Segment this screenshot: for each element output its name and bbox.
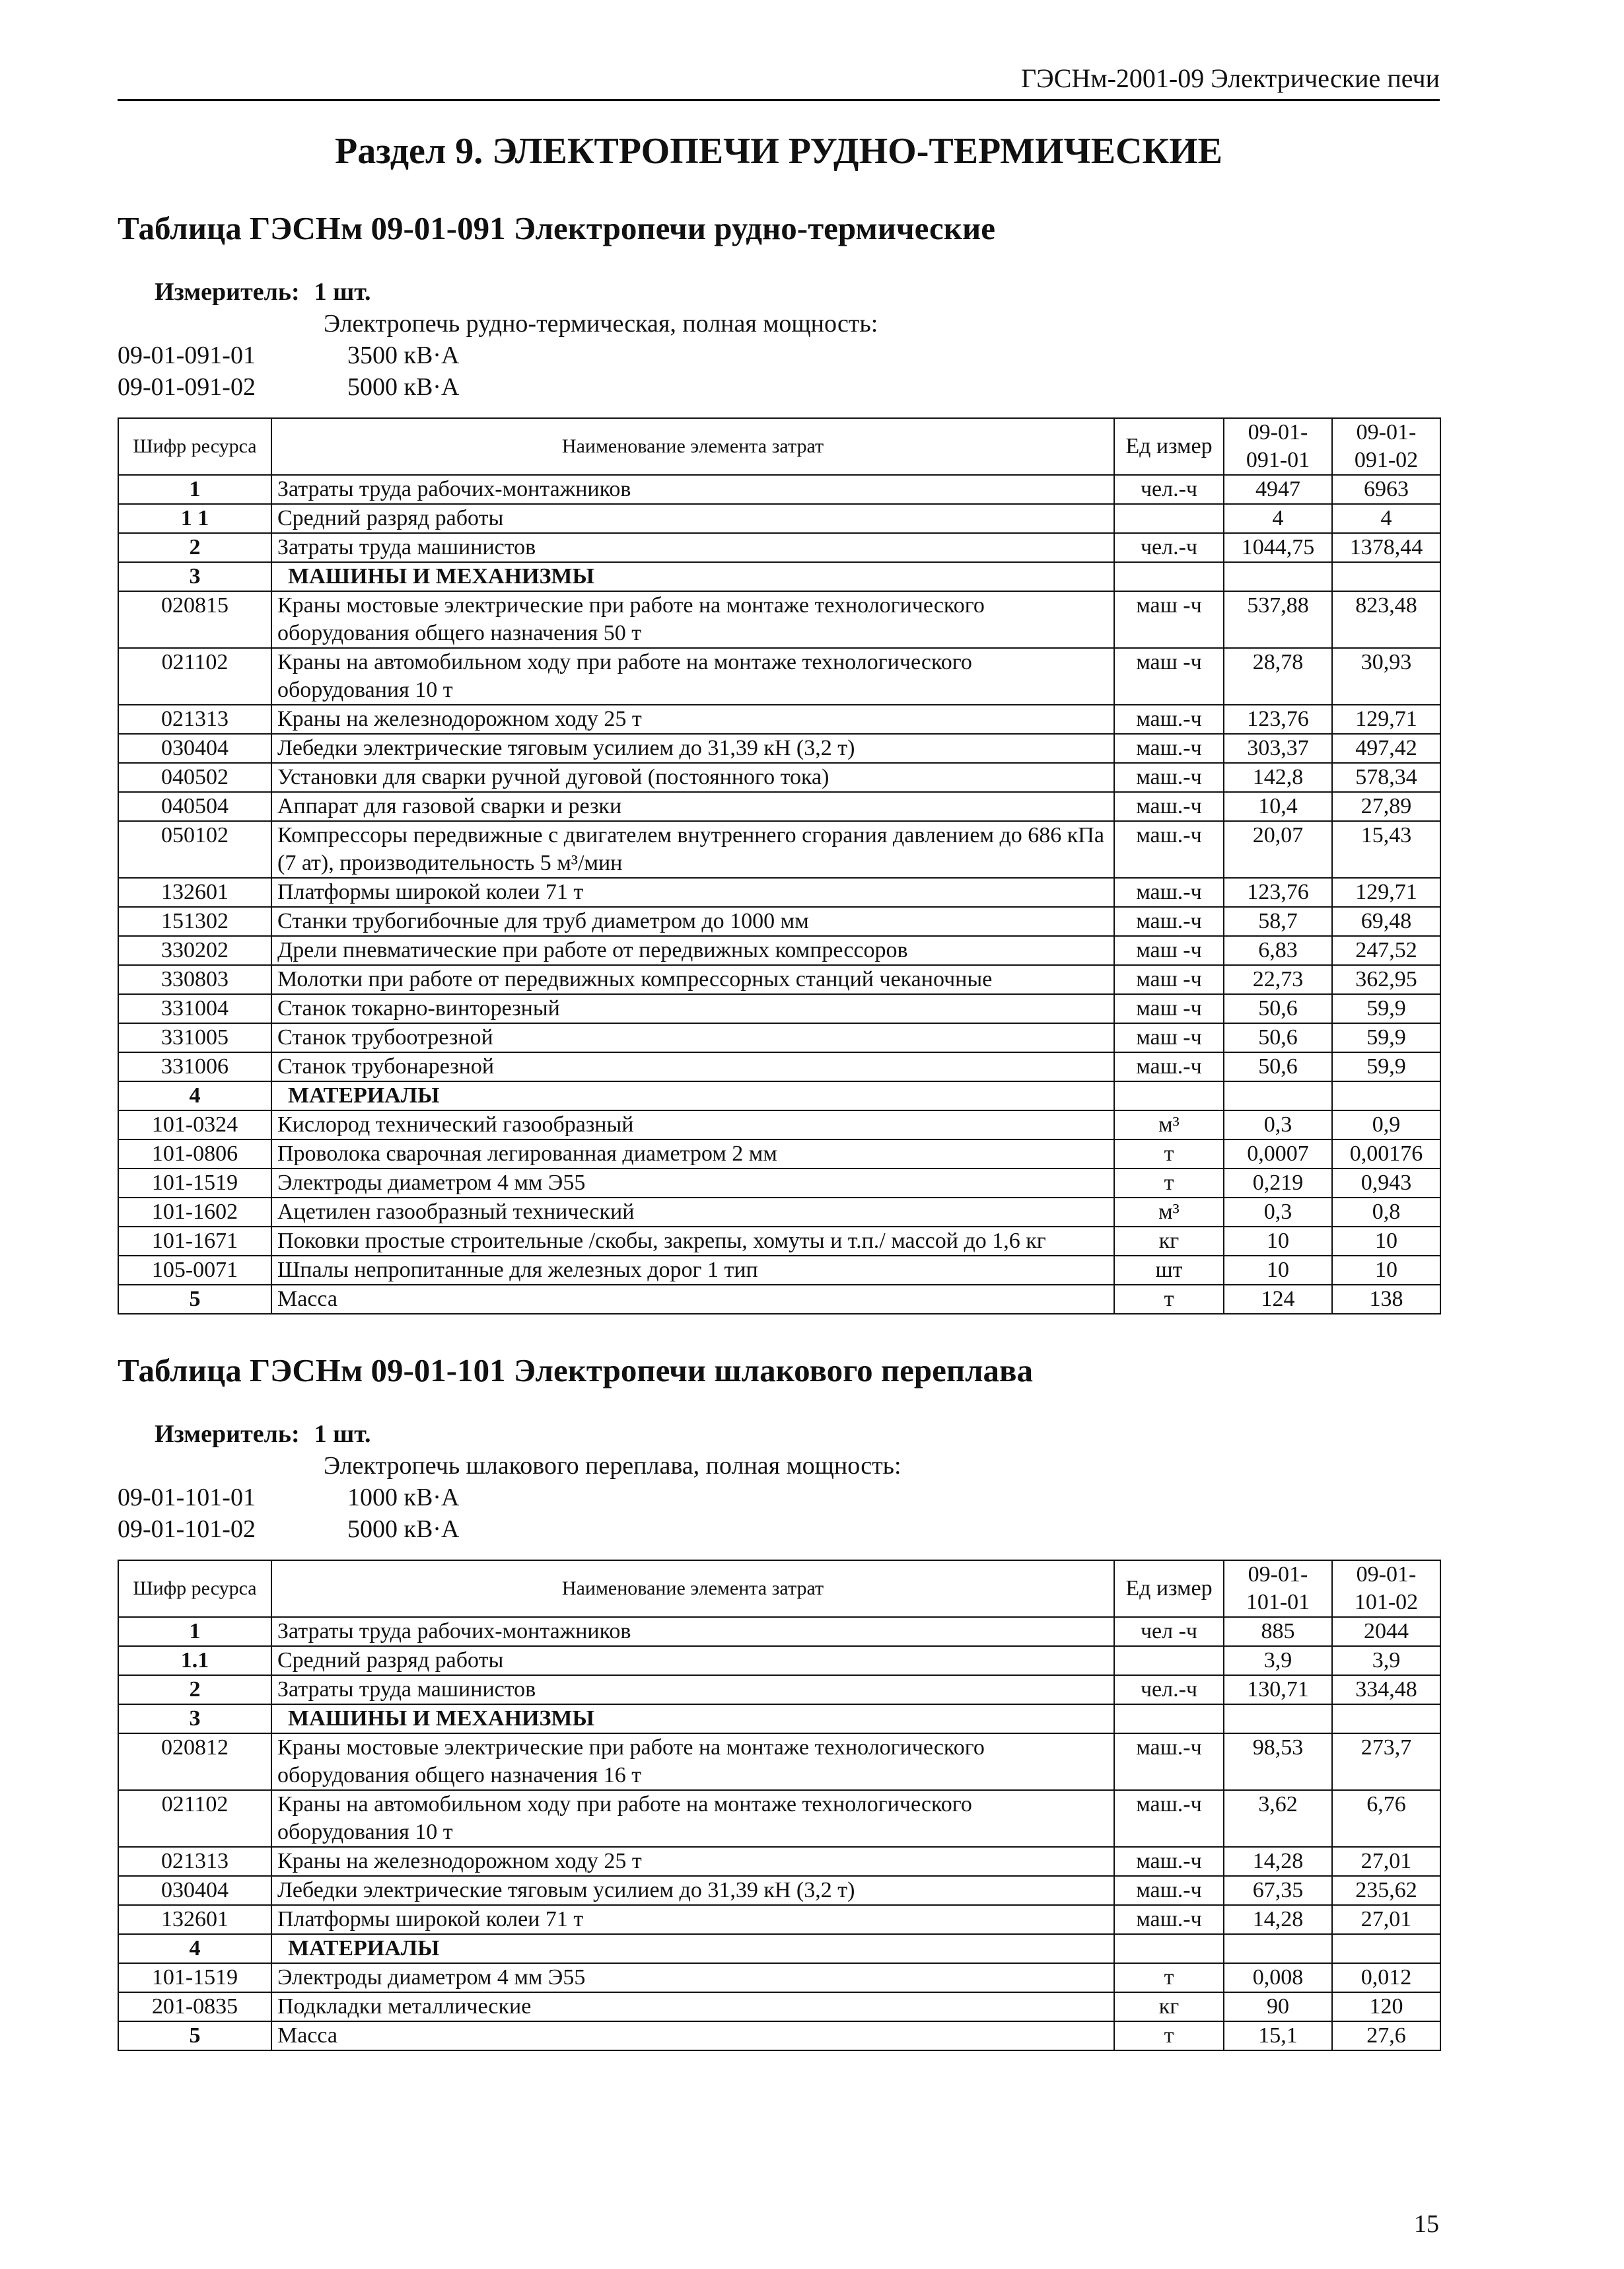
cell-unit: маш.-ч [1114,821,1224,878]
cell-unit: маш.-ч [1114,1905,1224,1934]
cell-name: Краны на автомобильном ходу при работе на монтаже технологического оборудования 10 т [271,1790,1114,1847]
table-row [118,1081,1440,1110]
col-cipher-header: Шифр ресурса [118,1560,271,1617]
cell-unit: маш.-ч [1114,792,1224,821]
table1-variant-code: 09-01-091-02 [118,373,256,401]
cell-variant-a: 10 [1224,1227,1332,1256]
cell-unit [1114,1646,1224,1675]
table1-measure-label: Измеритель: [155,278,300,306]
table-row [118,907,1440,936]
cell-unit: т [1114,1285,1224,1314]
cell-cipher: 4 [118,1081,271,1110]
col-variant-a-header [1224,418,1332,475]
table2-variant [118,1513,1440,1545]
table2-measure-label: Измеритель: [155,1420,300,1448]
cell-name: Электроды диаметром 4 мм Э55 [271,1169,1114,1198]
table-row [118,705,1440,734]
cell-variant-b [1332,1081,1440,1110]
cell-unit: маш.-ч [1114,907,1224,936]
cell-name: Затраты труда машинистов [271,1675,1114,1704]
cell-unit: маш -ч [1114,994,1224,1023]
cell-variant-a: 0,0007 [1224,1139,1332,1169]
cell-variant-b: 59,9 [1332,1023,1440,1052]
cell-unit: шт [1114,1256,1224,1285]
cell-variant-a [1224,1081,1332,1110]
cell-variant-a: 0,219 [1224,1169,1332,1198]
cell-name: Краны на автомобильном ходу при работе на монтаже технологического оборудования 10 т [271,648,1114,705]
cell-variant-b: 4 [1332,504,1440,533]
table-row [118,1052,1440,1081]
cell-variant-b: 6963 [1332,475,1440,504]
cell-variant-a [1224,562,1332,591]
cell-variant-b: 273,7 [1332,1733,1440,1790]
cell-unit: кг [1114,1992,1224,2021]
cell-variant-a: 50,6 [1224,1023,1332,1052]
cell-variant-a: 123,76 [1224,878,1332,907]
cell-variant-a: 303,37 [1224,734,1332,763]
cell-name: Станки трубогибочные для труб диаметром до 1000 мм [271,907,1114,936]
cell-variant-b: 235,62 [1332,1876,1440,1905]
cell-name: Краны мостовые электрические при работе на монтаже технологического оборудования общего назначения 16 т [271,1733,1114,1790]
table1-variant-code: 09-01-091-01 [118,342,256,369]
cell-unit [1114,1934,1224,1963]
table-row [118,1023,1440,1052]
cell-unit: маш -ч [1114,1023,1224,1052]
table-row [118,1963,1440,1992]
cell-unit [1114,1081,1224,1110]
cell-cipher: 5 [118,1285,271,1314]
cell-variant-a: 50,6 [1224,1052,1332,1081]
cell-variant-a: 28,78 [1224,648,1332,705]
cell-cipher: 101-1519 [118,1963,271,1992]
cell-variant-a: 123,76 [1224,705,1332,734]
table-row [118,1992,1440,2021]
table-row [118,1169,1440,1198]
cell-variant-b: 69,48 [1332,907,1440,936]
cell-variant-b: 0,8 [1332,1198,1440,1227]
table1-description: Электропечь рудно-термическая, полная мощность: [324,310,878,338]
col-variant-b-top: 09-01- [1356,1562,1417,1587]
cell-variant-b: 27,6 [1332,2021,1440,2050]
table-row [118,936,1440,965]
cell-name: Кислород технический газообразный [271,1110,1114,1139]
table2-variant [118,1482,1440,1513]
table-row [118,1139,1440,1169]
cell-cipher: 030404 [118,734,271,763]
cell-unit [1114,562,1224,591]
cell-variant-a: 15,1 [1224,2021,1332,2050]
cell-variant-b: 15,43 [1332,821,1440,878]
table-row [118,878,1440,907]
cell-cipher: 050102 [118,821,271,878]
cell-name: Электроды диаметром 4 мм Э55 [271,1963,1114,1992]
table1-header-row [118,418,1440,475]
cell-cipher: 101-0806 [118,1139,271,1169]
cell-variant-b: 59,9 [1332,994,1440,1023]
table-row [118,994,1440,1023]
cell-variant-a: 0,008 [1224,1963,1332,1992]
cell-name: Лебедки электрические тяговым усилием до 31,39 кН (3,2 т) [271,734,1114,763]
table-row [118,533,1440,562]
cell-unit: чел.-ч [1114,533,1224,562]
cell-cipher: 132601 [118,878,271,907]
cell-cipher: 1 [118,1617,271,1646]
cell-name: Затраты труда рабочих-монтажников [271,475,1114,504]
table1-norms [118,417,1441,1315]
cell-variant-b: 120 [1332,1992,1440,2021]
cell-name: Платформы широкой колеи 71 т [271,878,1114,907]
table-row [118,821,1440,878]
cell-cipher: 1 1 [118,504,271,533]
table2-variant-power: 1000 кВ·А [347,1484,460,1511]
col-variant-b-header [1332,418,1440,475]
table1-meta [118,276,1440,403]
cell-cipher: 2 [118,533,271,562]
cell-variant-b: 138 [1332,1285,1440,1314]
cell-unit: маш.-ч [1114,1790,1224,1847]
cell-variant-a: 50,6 [1224,994,1332,1023]
cell-variant-a: 22,73 [1224,965,1332,994]
table-row [118,504,1440,533]
cell-name: Ацетилен газообразный технический [271,1198,1114,1227]
table-row [118,792,1440,821]
cell-name: Масса [271,1285,1114,1314]
cell-variant-b: 30,93 [1332,648,1440,705]
cell-name: Затраты труда рабочих-монтажников [271,1617,1114,1646]
cell-variant-a: 58,7 [1224,907,1332,936]
table1-variant-power: 3500 кВ·А [347,342,460,369]
cell-name: Дрели пневматические при работе от передвижных компрессоров [271,936,1114,965]
cell-variant-a [1224,1704,1332,1733]
table-row [118,1285,1440,1314]
cell-variant-a: 3,62 [1224,1790,1332,1847]
cell-variant-b: 0,00176 [1332,1139,1440,1169]
cell-cipher: 030404 [118,1876,271,1905]
table-row [118,1733,1440,1790]
cell-unit: маш -ч [1114,965,1224,994]
col-name-header: Наименование элемента затрат [271,418,1114,475]
cell-unit: маш.-ч [1114,734,1224,763]
table-row [118,1646,1440,1675]
cell-name: Затраты труда машинистов [271,533,1114,562]
cell-unit: маш.-ч [1114,1052,1224,1081]
cell-variant-b: 129,71 [1332,705,1440,734]
cell-variant-b [1332,1934,1440,1963]
cell-cipher: 331004 [118,994,271,1023]
col-variant-b-bottom: 101-02 [1354,1590,1419,1614]
cell-name: Масса [271,2021,1114,2050]
cell-unit: маш.-ч [1114,705,1224,734]
cell-name: Проволока сварочная легированная диаметром 2 мм [271,1139,1114,1169]
table2-description: Электропечь шлакового переплава, полная мощность: [324,1452,901,1480]
cell-cipher: 3 [118,1704,271,1733]
cell-variant-a [1224,1934,1332,1963]
cell-variant-b: 578,34 [1332,763,1440,792]
col-variant-b-bottom: 091-02 [1354,448,1419,472]
cell-variant-a: 6,83 [1224,936,1332,965]
table2-norms [118,1560,1441,2051]
cell-variant-a: 14,28 [1224,1905,1332,1934]
cell-variant-a: 1044,75 [1224,533,1332,562]
cell-variant-b: 10 [1332,1256,1440,1285]
cell-unit: маш.-ч [1114,763,1224,792]
cell-cipher: 5 [118,2021,271,2050]
cell-variant-b: 0,012 [1332,1963,1440,1992]
cell-variant-a: 130,71 [1224,1675,1332,1704]
cell-name: Средний разряд работы [271,1646,1114,1675]
table1-variant [118,371,1440,403]
table2-variant-code: 09-01-101-01 [118,1484,256,1511]
cell-variant-a: 98,53 [1224,1733,1332,1790]
cell-variant-b: 3,9 [1332,1646,1440,1675]
cell-variant-b: 2044 [1332,1617,1440,1646]
cell-cipher: 201-0835 [118,1992,271,2021]
table-row [118,1227,1440,1256]
table-row [118,1704,1440,1733]
table2-measure-value: 1 шт. [314,1420,371,1448]
cell-name: МАТЕРИАЛЫ [271,1081,1114,1110]
cell-cipher: 101-1519 [118,1169,271,1198]
col-unit-header: Ед измер [1114,1560,1224,1617]
table-row [118,965,1440,994]
cell-variant-a: 0,3 [1224,1110,1332,1139]
table-row [118,591,1440,648]
cell-cipher: 2 [118,1675,271,1704]
cell-cipher: 021102 [118,1790,271,1847]
cell-variant-b: 27,01 [1332,1905,1440,1934]
table-row [118,1790,1440,1847]
cell-cipher: 101-1671 [118,1227,271,1256]
cell-unit: т [1114,1169,1224,1198]
cell-variant-b: 334,48 [1332,1675,1440,1704]
cell-variant-b: 27,01 [1332,1847,1440,1876]
cell-name: Шпалы непропитанные для железных дорог 1 тип [271,1256,1114,1285]
table-row [118,562,1440,591]
cell-variant-b: 823,48 [1332,591,1440,648]
cell-unit: маш.-ч [1114,1733,1224,1790]
cell-unit: т [1114,1963,1224,1992]
table2-variant-code: 09-01-101-02 [118,1515,256,1543]
cell-variant-b: 1378,44 [1332,533,1440,562]
col-variant-b-top: 09-01- [1356,420,1417,445]
cell-variant-a: 90 [1224,1992,1332,2021]
cell-unit: чел.-ч [1114,1675,1224,1704]
cell-name: Станок трубонарезной [271,1052,1114,1081]
cell-name: Краны на железнодорожном ходу 25 т [271,705,1114,734]
cell-variant-a: 67,35 [1224,1876,1332,1905]
cell-unit: маш.-ч [1114,1876,1224,1905]
cell-variant-b: 129,71 [1332,878,1440,907]
cell-unit: м³ [1114,1110,1224,1139]
cell-name: Аппарат для газовой сварки и резки [271,792,1114,821]
table-row [118,1876,1440,1905]
cell-unit: м³ [1114,1198,1224,1227]
cell-name: Молотки при работе от передвижных компрессорных станций чеканочные [271,965,1114,994]
table1-variant-power: 5000 кВ·А [347,373,460,401]
cell-unit: т [1114,2021,1224,2050]
col-variant-a-top: 09-01- [1248,420,1308,445]
cell-cipher: 132601 [118,1905,271,1934]
table-row [118,1934,1440,1963]
cell-name: Лебедки электрические тяговым усилием до 31,39 кН (3,2 т) [271,1876,1114,1905]
col-variant-b-header [1332,1560,1440,1617]
cell-cipher: 330803 [118,965,271,994]
cell-variant-a: 885 [1224,1617,1332,1646]
cell-unit: т [1114,1139,1224,1169]
cell-unit: маш.-ч [1114,878,1224,907]
cell-name: Станок токарно-винторезный [271,994,1114,1023]
cell-name: Установки для сварки ручной дуговой (постоянного тока) [271,763,1114,792]
cell-cipher: 021313 [118,1847,271,1876]
table1-measure-value: 1 шт. [314,278,371,306]
cell-unit: чел.-ч [1114,475,1224,504]
cell-name: МАШИНЫ И МЕХАНИЗМЫ [271,562,1114,591]
cell-variant-b [1332,562,1440,591]
cell-variant-a: 0,3 [1224,1198,1332,1227]
cell-cipher: 101-0324 [118,1110,271,1139]
cell-cipher: 101-1602 [118,1198,271,1227]
cell-cipher: 040502 [118,763,271,792]
cell-cipher: 330202 [118,936,271,965]
cell-cipher: 021102 [118,648,271,705]
table1-body [118,475,1440,1314]
table2-body [118,1617,1440,2050]
cell-name: Поковки простые строительные /скобы, закрепы, хомуты и т.п./ массой до 1,6 кг [271,1227,1114,1256]
cell-name: Средний разряд работы [271,504,1114,533]
cell-cipher: 4 [118,1934,271,1963]
table-row [118,648,1440,705]
col-variant-a-bottom: 091-01 [1246,448,1310,472]
table1-title: Таблица ГЭСНм 09-01-091 Электропечи рудно-термические [118,210,995,246]
cell-variant-a: 10 [1224,1256,1332,1285]
cell-cipher: 1.1 [118,1646,271,1675]
table-row [118,1256,1440,1285]
page-number: 15 [1414,2210,1439,2238]
table2-meta [118,1418,1440,1545]
cell-variant-b: 362,95 [1332,965,1440,994]
cell-variant-b: 247,52 [1332,936,1440,965]
cell-name: Компрессоры передвижные с двигателем внутреннего сгорания давлением до 686 кПа (7 ат), производительность 5 м³/мин [271,821,1114,878]
cell-variant-b: 59,9 [1332,1052,1440,1081]
cell-cipher: 331005 [118,1023,271,1052]
table-row [118,1905,1440,1934]
cell-variant-b: 497,42 [1332,734,1440,763]
table2-title: Таблица ГЭСНм 09-01-101 Электропечи шлакового переплава [118,1352,1034,1388]
cell-name: Краны на железнодорожном ходу 25 т [271,1847,1114,1876]
cell-cipher: 1 [118,475,271,504]
col-variant-a-bottom: 101-01 [1246,1590,1310,1614]
cell-cipher: 020815 [118,591,271,648]
cell-unit: маш -ч [1114,936,1224,965]
cell-name: Станок трубоотрезной [271,1023,1114,1052]
table2-variant-power: 5000 кВ·А [347,1515,460,1543]
cell-unit: маш -ч [1114,591,1224,648]
cell-variant-a: 124 [1224,1285,1332,1314]
cell-cipher: 3 [118,562,271,591]
cell-unit: чел -ч [1114,1617,1224,1646]
cell-variant-a: 20,07 [1224,821,1332,878]
running-header: ГЭСНм-2001-09 Электрические печи [118,63,1440,101]
cell-variant-b: 0,943 [1332,1169,1440,1198]
col-cipher-header: Шифр ресурса [118,418,271,475]
cell-variant-b: 0,9 [1332,1110,1440,1139]
cell-cipher: 151302 [118,907,271,936]
cell-variant-b: 6,76 [1332,1790,1440,1847]
cell-variant-a: 10,4 [1224,792,1332,821]
table-row [118,2021,1440,2050]
table1-variant [118,340,1440,371]
table2-header-row [118,1560,1440,1617]
cell-variant-a: 142,8 [1224,763,1332,792]
cell-cipher: 105-0071 [118,1256,271,1285]
cell-variant-a: 537,88 [1224,591,1332,648]
table-row [118,1198,1440,1227]
table-row [118,763,1440,792]
section-title: Раздел 9. ЭЛЕКТРОПЕЧИ РУДНО-ТЕРМИЧЕСКИЕ [335,131,1222,172]
cell-name: МАТЕРИАЛЫ [271,1934,1114,1963]
cell-cipher: 040504 [118,792,271,821]
cell-unit [1114,1704,1224,1733]
cell-variant-b: 27,89 [1332,792,1440,821]
cell-cipher: 021313 [118,705,271,734]
col-unit-header: Ед измер [1114,418,1224,475]
cell-variant-b: 10 [1332,1227,1440,1256]
cell-cipher: 331006 [118,1052,271,1081]
cell-unit: маш.-ч [1114,1847,1224,1876]
col-variant-a-top: 09-01- [1248,1562,1308,1587]
table-row [118,475,1440,504]
col-name-header: Наименование элемента затрат [271,1560,1114,1617]
cell-variant-b [1332,1704,1440,1733]
cell-variant-a: 14,28 [1224,1847,1332,1876]
cell-variant-a: 3,9 [1224,1646,1332,1675]
cell-name: МАШИНЫ И МЕХАНИЗМЫ [271,1704,1114,1733]
table-row [118,1110,1440,1139]
cell-name: Подкладки металлические [271,1992,1114,2021]
table-row [118,1847,1440,1876]
cell-cipher: 020812 [118,1733,271,1790]
col-variant-a-header [1224,1560,1332,1617]
document-page [118,63,1440,2051]
cell-variant-a: 4 [1224,504,1332,533]
cell-unit: кг [1114,1227,1224,1256]
cell-unit: маш -ч [1114,648,1224,705]
cell-name: Краны мостовые электрические при работе на монтаже технологического оборудования общего назначения 50 т [271,591,1114,648]
table-row [118,1675,1440,1704]
cell-unit [1114,504,1224,533]
table-row [118,1617,1440,1646]
table-row [118,734,1440,763]
cell-variant-a: 4947 [1224,475,1332,504]
cell-name: Платформы широкой колеи 71 т [271,1905,1114,1934]
